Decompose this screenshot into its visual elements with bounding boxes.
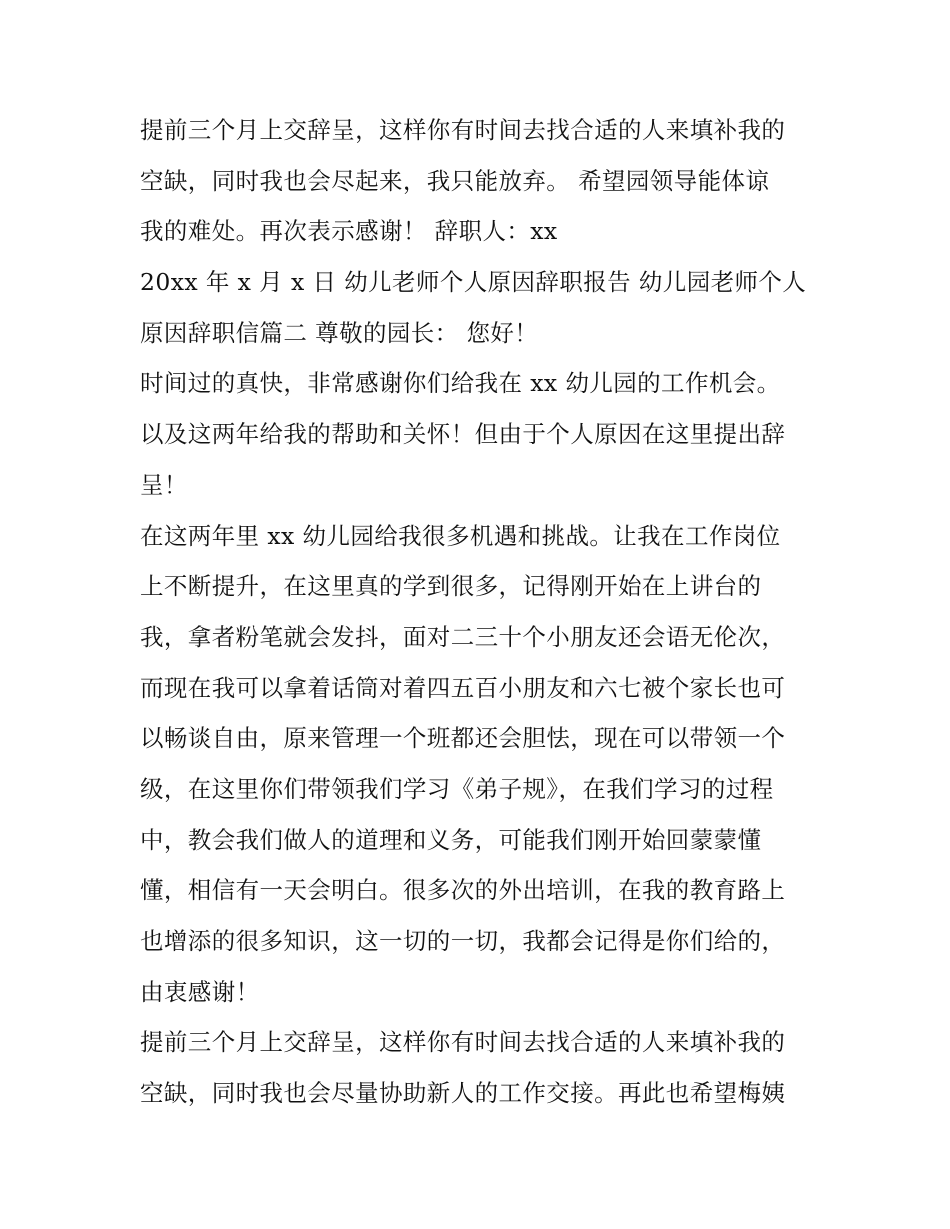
text-line: 我，拿者粉笔就会发抖，面对二三十个小朋友还会语无伦次，: [140, 622, 786, 651]
text-line: 20xx 年 x 月 x 日 幼儿老师个人原因辞职报告 幼儿园老师个人: [140, 268, 807, 297]
text-line: 以畅谈自由，原来管理一个班都还会胆怯，现在可以带领一个: [140, 724, 786, 753]
text-line: 上不断提升，在这里真的学到很多，记得刚开始在上讲台的: [140, 572, 762, 601]
text-line: 懂，相信有一天会明白。很多次的外出培训，在我的教育路上: [140, 876, 786, 905]
text-line: 级，在这里你们带领我们学习《弟子规》，在我们学习的过程: [140, 774, 774, 803]
text-line: 由衷感谢！: [140, 977, 260, 1006]
text-line: 也增添的很多知识，这一切的一切，我都会记得是你们给的，: [140, 927, 786, 955]
text-line: 时间过的真快，非常感谢你们给我在 xx 幼儿园的工作机会。: [140, 369, 781, 398]
text-line: 中，教会我们做人的道理和义务，可能我们刚开始回蒙蒙懂: [140, 825, 762, 854]
text-line: 我的难处。再次表示感谢！ 辞职人：xx: [140, 217, 558, 246]
text-line: 提前三个月上交辞呈，这样你有时间去找合适的人来填补我的: [140, 1028, 786, 1057]
text-line: 呈！: [140, 470, 188, 499]
text-line: 空缺，同时我也会尽量协助新人的工作交接。再此也希望梅姨: [140, 1079, 786, 1108]
document-body: [140, 105, 820, 1119]
text-line: 在这两年里 xx 幼儿园给我很多机遇和挑战。让我在工作岗位: [140, 521, 781, 550]
text-line: 而现在我可以拿着话筒对着四五百小朋友和六七被个家长也可: [140, 673, 786, 702]
text-line: 提前三个月上交辞呈，这样你有时间去找合适的人来填补我的: [140, 116, 786, 144]
text-line: 空缺，同时我也会尽起来，我只能放弃。 希望园领导能体谅: [140, 166, 770, 195]
text-line: 以及这两年给我的帮助和关怀！但由于个人原因在这里提出辞: [140, 420, 786, 449]
text-line: 原因辞职信篇二 尊敬的园长： 您好！: [140, 318, 539, 347]
